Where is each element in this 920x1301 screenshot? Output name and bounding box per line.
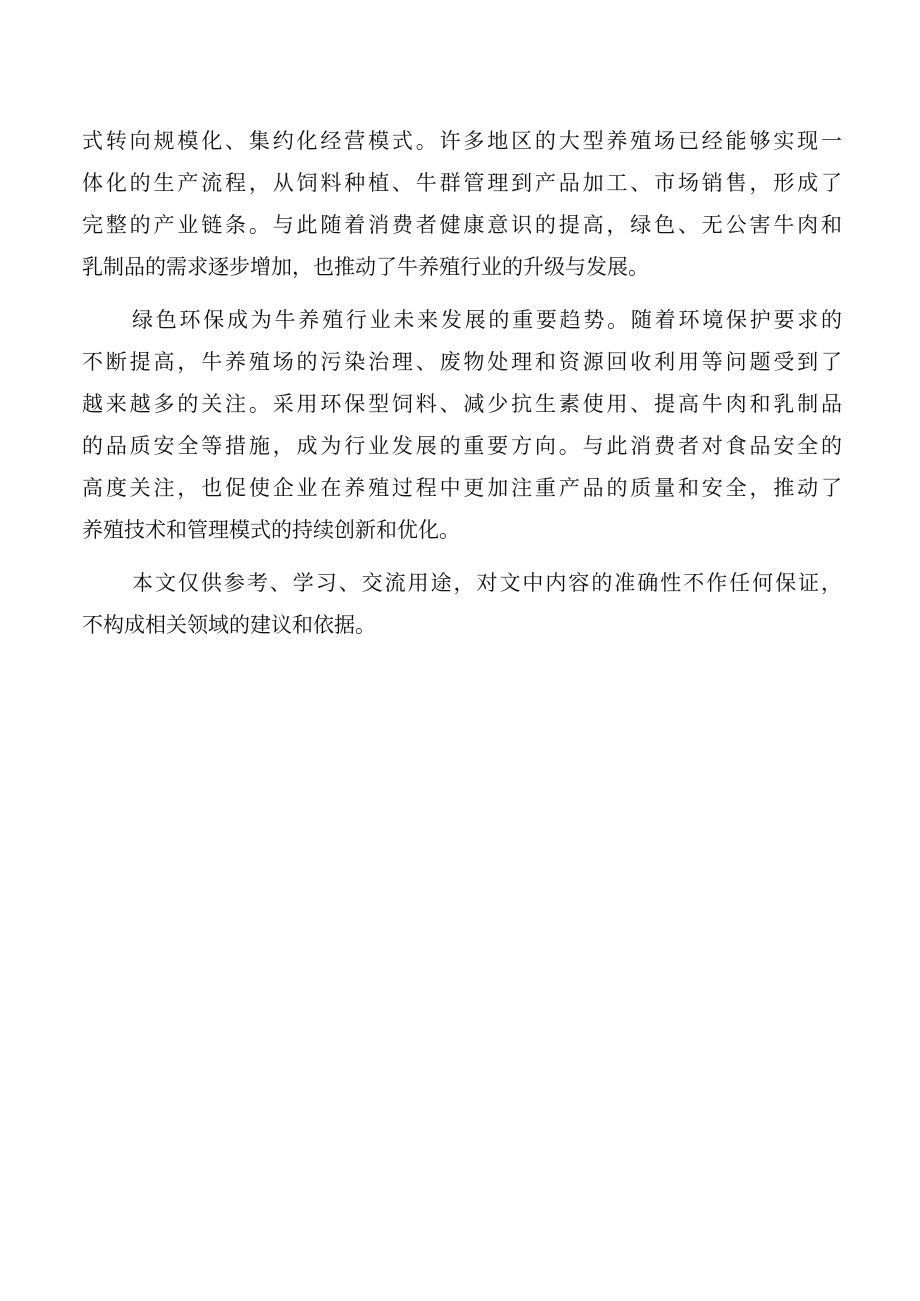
text-line: 不构成相关领域的建议和依据。 <box>82 613 376 637</box>
paragraph-disclaimer <box>82 562 842 646</box>
text-line: 乳制品的需求逐步增加，也推动了牛养殖行业的升级与发展。 <box>82 255 649 279</box>
text-line: 越来越多的关注。采用环保型饲料、减少抗生素使用、提高牛肉和乳制品 <box>82 392 842 416</box>
text-line: 完整的产业链条。与此随着消费者健康意识的提高，绿色、无公害牛肉和 <box>82 213 842 237</box>
paragraph-green-trend <box>82 299 842 551</box>
document-body <box>82 120 842 657</box>
text-line: 养殖技术和管理模式的持续创新和优化。 <box>82 518 460 542</box>
text-line: 的品质安全等措施，成为行业发展的重要方向。与此消费者对食品安全的 <box>82 434 842 458</box>
text-line: 体化的生产流程，从饲料种植、牛群管理到产品加工、市场销售，形成了 <box>82 171 842 195</box>
paragraph-industry-scale <box>82 120 842 288</box>
text-line: 绿色环保成为牛养殖行业未来发展的重要趋势。随着环境保护要求的 <box>132 308 842 332</box>
text-line: 本文仅供参考、学习、交流用途，对文中内容的准确性不作任何保证， <box>132 571 842 595</box>
text-line: 式转向规模化、集约化经营模式。许多地区的大型养殖场已经能够实现一 <box>82 129 842 153</box>
text-line: 不断提高，牛养殖场的污染治理、废物处理和资源回收利用等问题受到了 <box>82 350 842 374</box>
text-line: 高度关注，也促使企业在养殖过程中更加注重产品的质量和安全，推动了 <box>82 476 842 500</box>
